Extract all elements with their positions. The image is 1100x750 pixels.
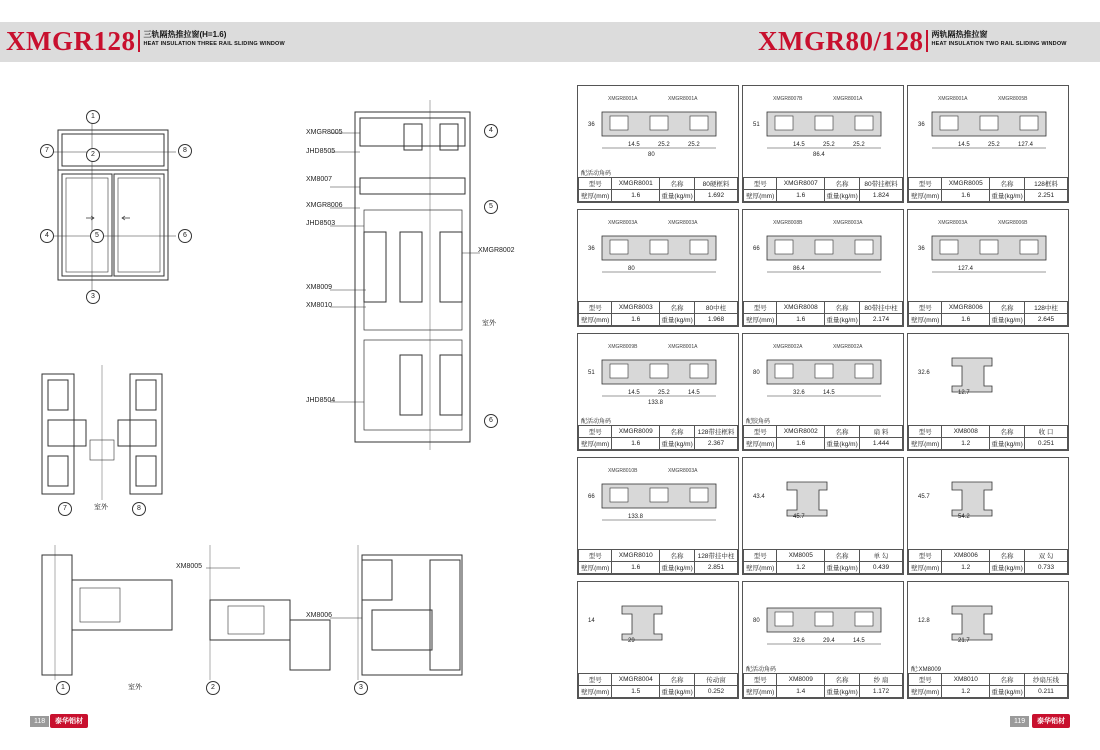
weight-label: 重量(kg/m): [825, 190, 860, 202]
part-code: XMGR8006B: [998, 220, 1028, 226]
weight-value: 0.251: [1025, 438, 1068, 450]
name-value: 80硬框料: [695, 178, 738, 190]
right-page-number: 119: [1010, 716, 1029, 727]
profile-card: [742, 209, 904, 327]
dimension-label: 45.7: [918, 494, 930, 500]
profile-card: [907, 457, 1069, 575]
dimension-label: 133.8: [628, 514, 644, 520]
marker-2-horizontal: 2: [206, 681, 220, 695]
model-label: 型号: [579, 178, 612, 190]
thickness-label: 壁厚(mm): [909, 562, 942, 574]
profile-cross-section: [747, 338, 901, 412]
name-value: 128带挂中柱: [695, 550, 738, 562]
name-label: 名称: [660, 302, 695, 314]
model-value: XMGR8010: [612, 550, 660, 562]
dimension-label: 14.5: [793, 142, 805, 148]
model-value: XMGR8004: [612, 674, 660, 686]
spec-table: [578, 425, 738, 450]
weight-value: 0.733: [1025, 562, 1068, 574]
thickness-label: 壁厚(mm): [579, 562, 612, 574]
corner-connector-note: 配活动角码: [746, 667, 777, 673]
model-value: XM8006: [942, 550, 990, 562]
name-value: 纱扇压线: [1025, 674, 1068, 686]
left-title-en: HEAT INSULATION THREE RAIL SLIDING WINDOW: [143, 41, 285, 47]
profile-cross-section: [747, 586, 901, 660]
weight-label: 重量(kg/m): [660, 190, 695, 202]
part-code: XMGR8001A: [668, 96, 698, 102]
model-value: XMGR8005: [942, 178, 990, 190]
part-code: XMGR8003A: [668, 220, 698, 226]
profile-cross-section: [582, 586, 736, 660]
name-value: 80中柱: [695, 302, 738, 314]
thickness-label: 壁厚(mm): [744, 438, 777, 450]
spec-table: [578, 673, 738, 698]
right-brand-logo: 泰华铝材: [1032, 714, 1070, 728]
weight-label: 重量(kg/m): [990, 686, 1025, 698]
dimension-label: 80: [753, 370, 760, 376]
part-code: XMGR8003A: [938, 220, 968, 226]
profile-cross-section: [747, 462, 901, 536]
name-label: 名称: [990, 302, 1025, 314]
thickness-value: 1.6: [777, 314, 825, 326]
profile-cross-section: [912, 462, 1066, 536]
dimension-label: 36: [588, 122, 595, 128]
model-value: XM8009: [777, 674, 825, 686]
weight-value: 0.252: [695, 686, 738, 698]
profile-catalog-grid: [577, 85, 1069, 702]
model-label: 型号: [744, 302, 777, 314]
dimension-label: 80: [628, 266, 635, 272]
dimension-label: 12.7: [958, 390, 970, 396]
weight-label: 重量(kg/m): [990, 438, 1025, 450]
thickness-label: 壁厚(mm): [744, 190, 777, 202]
thickness-value: 1.6: [612, 562, 660, 574]
spec-table: [743, 301, 903, 326]
thickness-value: 1.2: [777, 562, 825, 574]
weight-label: 重量(kg/m): [825, 438, 860, 450]
thickness-value: 1.4: [777, 686, 825, 698]
thickness-label: 壁厚(mm): [909, 190, 942, 202]
name-label: 名称: [990, 674, 1025, 686]
model-label: 型号: [909, 550, 942, 562]
dimension-label: 14.5: [628, 142, 640, 148]
part-code: XMGR8009B: [608, 344, 638, 350]
profile-card: [577, 333, 739, 451]
marker-1: 1: [86, 110, 100, 124]
dimension-label: 14: [588, 618, 595, 624]
dimension-label: 43.4: [753, 494, 765, 500]
marker-4: 4: [40, 229, 54, 243]
label-xmgr8005: XMGR8005: [306, 129, 343, 136]
profile-cross-section: [912, 214, 1066, 288]
label-xm8007: XM8007: [306, 176, 333, 183]
profile-card: [907, 333, 1069, 451]
model-label: 型号: [579, 674, 612, 686]
model-label: 型号: [909, 426, 942, 438]
dimension-label: 54.2: [958, 514, 970, 520]
weight-label: 重量(kg/m): [825, 562, 860, 574]
thickness-label: 壁厚(mm): [909, 314, 942, 326]
dimension-label: 25.2: [688, 142, 700, 148]
model-label: 型号: [909, 302, 942, 314]
spec-table: [743, 673, 903, 698]
marker-6-vertical: 6: [484, 414, 498, 428]
profile-cross-section: [912, 338, 1066, 412]
name-value: 双 勾: [1025, 550, 1068, 562]
label-jhd8504: JHD8504: [306, 397, 336, 404]
profile-card: [577, 209, 739, 327]
corner-connector-note: 配活动角码: [581, 419, 612, 425]
thickness-value: 1.6: [942, 314, 990, 326]
dimension-label: 21.7: [958, 638, 970, 644]
dimension-label: 36: [918, 246, 925, 252]
model-value: XMGR8009: [612, 426, 660, 438]
dimension-label: 14.5: [688, 390, 700, 396]
profile-card: [577, 581, 739, 699]
label-xm8010: XM8010: [306, 302, 333, 309]
model-value: XMGR8006: [942, 302, 990, 314]
spec-table: [743, 177, 903, 202]
dimension-label: 51: [588, 370, 595, 376]
spec-table: [743, 549, 903, 574]
outdoor-label-horizontal: 室外: [128, 684, 142, 691]
marker-3: 3: [86, 290, 100, 304]
left-page-number: 118: [30, 716, 49, 727]
dimension-label: 14.5: [853, 638, 865, 644]
name-label: 名称: [825, 178, 860, 190]
weight-value: 1.968: [695, 314, 738, 326]
model-label: 型号: [579, 302, 612, 314]
dimension-label: 14.5: [823, 390, 835, 396]
name-value: 单 勾: [860, 550, 903, 562]
label-xm8005: XM8005: [176, 563, 203, 570]
spec-table: [578, 549, 738, 574]
part-code: XMGR8002A: [833, 344, 863, 350]
thickness-label: 壁厚(mm): [744, 686, 777, 698]
dimension-label: 36: [918, 122, 925, 128]
weight-label: 重量(kg/m): [990, 314, 1025, 326]
corner-connector-note: 配:XM8009: [911, 667, 942, 673]
weight-label: 重量(kg/m): [660, 438, 695, 450]
weight-value: 1.692: [695, 190, 738, 202]
name-label: 名称: [660, 674, 695, 686]
corner-connector-note: 配胶角码: [746, 419, 771, 425]
profile-card: [907, 85, 1069, 203]
model-value: XM8008: [942, 426, 990, 438]
model-label: 型号: [579, 426, 612, 438]
label-xm8006: XM8006: [306, 612, 333, 619]
part-code: XMGR8002A: [773, 344, 803, 350]
dimension-label: 14.5: [628, 390, 640, 396]
weight-value: 1.172: [860, 686, 903, 698]
part-code: XMGR8005B: [998, 96, 1028, 102]
dimension-label: 133.8: [648, 400, 664, 406]
weight-value: 2.251: [1025, 190, 1068, 202]
model-label: 型号: [744, 426, 777, 438]
dimension-label: 25.2: [853, 142, 865, 148]
spec-table: [908, 549, 1068, 574]
marker-6: 6: [178, 229, 192, 243]
marker-8: 8: [178, 144, 192, 158]
thickness-label: 壁厚(mm): [579, 314, 612, 326]
header-divider: [926, 30, 928, 52]
spec-table: [908, 425, 1068, 450]
name-value: 扇 料: [860, 426, 903, 438]
name-value: 收 口: [1025, 426, 1068, 438]
thickness-value: 1.6: [612, 190, 660, 202]
name-value: 128中柱: [1025, 302, 1068, 314]
model-label: 型号: [744, 550, 777, 562]
dimension-label: 32.6: [793, 390, 805, 396]
dimension-label: 127.4: [1018, 142, 1034, 148]
part-code: XMGR8010B: [608, 468, 638, 474]
marker-1-horizontal: 1: [56, 681, 70, 695]
thickness-value: 1.6: [612, 314, 660, 326]
model-value: XMGR8008: [777, 302, 825, 314]
model-label: 型号: [744, 674, 777, 686]
thickness-label: 壁厚(mm): [909, 686, 942, 698]
thickness-value: 1.6: [777, 438, 825, 450]
dimension-label: 86.4: [793, 266, 805, 272]
profile-cross-section: [582, 214, 736, 288]
thickness-label: 壁厚(mm): [579, 438, 612, 450]
profile-cross-section: [912, 90, 1066, 164]
profile-card: [577, 457, 739, 575]
dimension-label: 32.6: [918, 370, 930, 376]
thickness-label: 壁厚(mm): [744, 562, 777, 574]
dimension-label: 25.2: [988, 142, 1000, 148]
name-label: 名称: [990, 550, 1025, 562]
model-label: 型号: [909, 178, 942, 190]
spec-table: [908, 177, 1068, 202]
weight-label: 重量(kg/m): [660, 686, 695, 698]
thickness-value: 1.5: [612, 686, 660, 698]
thickness-value: 1.6: [777, 190, 825, 202]
dimension-label: 80: [753, 618, 760, 624]
part-code: XMGR8007B: [773, 96, 803, 102]
part-code: XMGR8003A: [833, 220, 863, 226]
left-title-cn: 三轨隔热推拉窗(H=1.6): [143, 30, 227, 39]
left-brand-logo: 泰华铝材: [50, 714, 88, 728]
profile-card: [742, 457, 904, 575]
dimension-label: 80: [648, 152, 655, 158]
profile-card: [742, 85, 904, 203]
weight-value: 2.174: [860, 314, 903, 326]
label-jhd8505: JHD8505: [306, 148, 336, 155]
section-detail-7-8: [42, 374, 74, 494]
profile-card: [742, 581, 904, 699]
profile-card: [577, 85, 739, 203]
thickness-label: 壁厚(mm): [579, 686, 612, 698]
profile-cross-section: [582, 90, 736, 164]
model-label: 型号: [579, 550, 612, 562]
thickness-label: 壁厚(mm): [744, 314, 777, 326]
name-value: 128框料: [1025, 178, 1068, 190]
model-value: XM8010: [942, 674, 990, 686]
weight-label: 重量(kg/m): [660, 562, 695, 574]
outdoor-label: 室外: [94, 504, 108, 511]
vertical-section: [355, 112, 470, 442]
dimension-label: 25.2: [658, 390, 670, 396]
outdoor-label-vertical: 室外: [482, 320, 496, 327]
corner-connector-note: 配活动角码: [581, 171, 612, 177]
spec-table: [908, 673, 1068, 698]
dimension-label: 25.2: [658, 142, 670, 148]
name-value: 80带挂中柱: [860, 302, 903, 314]
thickness-value: 1.2: [942, 686, 990, 698]
thickness-value: 1.2: [942, 438, 990, 450]
profile-card: [907, 581, 1069, 699]
weight-label: 重量(kg/m): [990, 190, 1025, 202]
part-code: XMGR8001A: [668, 344, 698, 350]
thickness-label: 壁厚(mm): [579, 190, 612, 202]
model-value: XMGR8002: [777, 426, 825, 438]
dimension-label: 36: [588, 246, 595, 252]
marker-7: 7: [40, 144, 54, 158]
name-label: 名称: [825, 550, 860, 562]
weight-value: 1.444: [860, 438, 903, 450]
marker-2: 2: [86, 148, 100, 162]
thickness-value: 1.6: [942, 190, 990, 202]
dimension-label: 45.7: [793, 514, 805, 520]
model-value: XMGR8001: [612, 178, 660, 190]
right-title-en: HEAT INSULATION TWO RAIL SLIDING WINDOW: [931, 41, 1067, 47]
thickness-label: 壁厚(mm): [909, 438, 942, 450]
right-title-cn: 两轨隔热推拉窗: [931, 30, 988, 39]
right-page-header: [758, 26, 1067, 56]
name-label: 名称: [825, 302, 860, 314]
right-series-code: XMGR80/128: [758, 26, 924, 56]
label-xm8009: XM8009: [306, 284, 333, 291]
weight-label: 重量(kg/m): [825, 686, 860, 698]
name-label: 名称: [825, 426, 860, 438]
profile-card: [742, 333, 904, 451]
model-value: XMGR8007: [777, 178, 825, 190]
label-jhd8503: JHD8503: [306, 220, 336, 227]
horizontal-section: [42, 555, 72, 675]
part-code: XMGR8008B: [773, 220, 803, 226]
spec-table: [743, 425, 903, 450]
thickness-value: 1.2: [942, 562, 990, 574]
dimension-label: 29: [628, 638, 635, 644]
model-label: 型号: [909, 674, 942, 686]
name-label: 名称: [660, 550, 695, 562]
marker-5-vertical: 5: [484, 200, 498, 214]
dimension-label: 66: [588, 494, 595, 500]
marker-3-horizontal: 3: [354, 681, 368, 695]
weight-value: 2.851: [695, 562, 738, 574]
name-value: 80带挂框料: [860, 178, 903, 190]
window-elevation-frame: [58, 130, 168, 280]
dimension-label: 66: [753, 246, 760, 252]
weight-label: 重量(kg/m): [660, 314, 695, 326]
weight-value: 0.211: [1025, 686, 1068, 698]
dimension-label: 51: [753, 122, 760, 128]
weight-value: 2.645: [1025, 314, 1068, 326]
dimension-label: 127.4: [958, 266, 974, 272]
spec-table: [578, 177, 738, 202]
dimension-label: 86.4: [813, 152, 825, 158]
dimension-label: 25.2: [823, 142, 835, 148]
name-value: 纱 扇: [860, 674, 903, 686]
part-code: XMGR8001A: [833, 96, 863, 102]
model-value: XM8005: [777, 550, 825, 562]
profile-card: [907, 209, 1069, 327]
part-code: XMGR8001A: [608, 96, 638, 102]
profile-cross-section: [912, 586, 1066, 660]
marker-5: 5: [90, 229, 104, 243]
weight-label: 重量(kg/m): [990, 562, 1025, 574]
weight-value: 1.824: [860, 190, 903, 202]
marker-7-section: 7: [58, 502, 72, 516]
label-xmgr8006: XMGR8006: [306, 202, 343, 209]
name-label: 名称: [825, 674, 860, 686]
spec-table: [578, 301, 738, 326]
name-label: 名称: [990, 178, 1025, 190]
spec-table: [908, 301, 1068, 326]
profile-cross-section: [747, 214, 901, 288]
weight-label: 重量(kg/m): [825, 314, 860, 326]
marker-8-section: 8: [132, 502, 146, 516]
name-value: 128带挂框料: [695, 426, 738, 438]
model-label: 型号: [744, 178, 777, 190]
name-label: 名称: [660, 426, 695, 438]
part-code: XMGR8003A: [608, 220, 638, 226]
name-value: 传动窗: [695, 674, 738, 686]
thickness-value: 1.6: [612, 438, 660, 450]
left-series-code: XMGR128: [6, 26, 136, 56]
weight-value: 0.439: [860, 562, 903, 574]
name-label: 名称: [990, 426, 1025, 438]
dimension-label: 14.5: [958, 142, 970, 148]
label-xmgr8002: XMGR8002: [478, 247, 515, 254]
dimension-label: 29.4: [823, 638, 835, 644]
part-code: XMGR8003A: [668, 468, 698, 474]
dimension-label: 32.6: [793, 638, 805, 644]
profile-cross-section: [582, 462, 736, 536]
marker-4-vertical: 4: [484, 124, 498, 138]
dimension-label: 12.8: [918, 618, 930, 624]
weight-value: 2.367: [695, 438, 738, 450]
model-value: XMGR8003: [612, 302, 660, 314]
part-code: XMGR8001A: [938, 96, 968, 102]
name-label: 名称: [660, 178, 695, 190]
